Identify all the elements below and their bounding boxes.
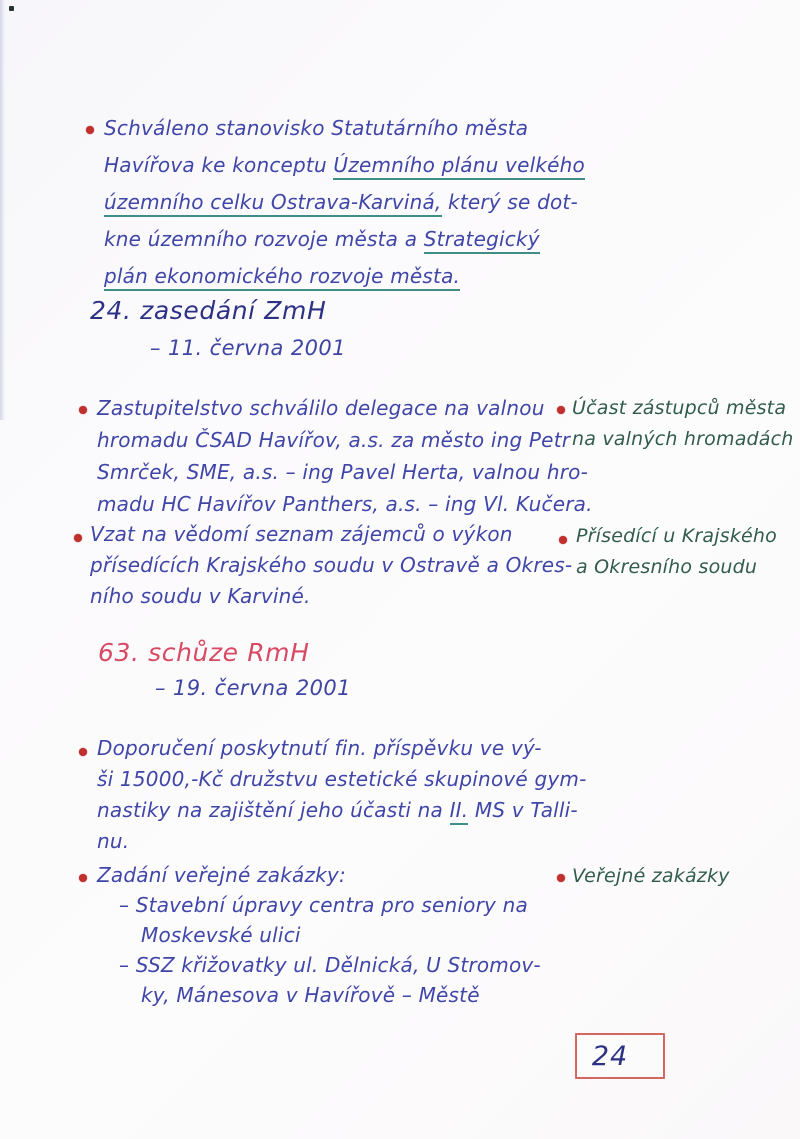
handwritten-line: madu HC Havířov Panthers, a.s. – ing Vl. Kučera. — [97, 492, 593, 516]
bullet-dot — [79, 874, 87, 882]
bullet-dot — [86, 126, 94, 134]
handwritten-line: Zadání veřejné zakázky: — [97, 863, 346, 887]
bullet-dot — [74, 534, 82, 542]
handwritten-line: hromadu ČSAD Havířov, a.s. za město ing Petr — [97, 428, 571, 452]
section-date-rm63: – 19. června 2001 — [155, 676, 351, 700]
handwritten-line: přísedících Krajského soudu v Ostravě a Okres- — [90, 553, 573, 577]
handwritten-line: ši 15000,-Kč družstvu estetické skupinové gym- — [97, 767, 587, 791]
margin-note-zakazky — [572, 861, 730, 892]
bullet-dot — [557, 874, 565, 882]
bullet-dot — [559, 536, 567, 544]
paragraph-uzemni-plan — [104, 110, 585, 295]
handwritten-line: – SSZ křižovatky ul. Dělnická, U Stromov- — [119, 953, 541, 977]
page-number: 24 — [591, 1040, 629, 1072]
handwritten-line: ky, Mánesova v Havířově – Městě — [141, 983, 480, 1007]
bullet-dot — [557, 406, 565, 414]
handwritten-line: a Okresního soudu — [576, 556, 758, 578]
handwritten-line: Přísedící u Krajského — [576, 525, 777, 547]
handwritten-line: Smrček, SME, a.s. – ing Pavel Herta, valnou hro- — [97, 460, 588, 484]
handwritten-line: kne územního rozvoje města a Strategický — [104, 221, 585, 258]
page-number-box — [575, 1033, 665, 1079]
paragraph-verejne-zakazky — [97, 860, 541, 1010]
handwritten-line: nu. — [97, 829, 130, 853]
scan-speck — [9, 6, 14, 11]
handwritten-line: Moskevské ulici — [141, 923, 301, 947]
paragraph-prispevek-gymnastika — [97, 733, 587, 857]
handwritten-line: Havířova ke konceptu Územního plánu velkého — [104, 147, 585, 184]
handwritten-line: – Stavební úpravy centra pro seniory na — [119, 893, 528, 917]
handwritten-line: územního celku Ostrava-Karviná, který se dot- — [104, 184, 585, 221]
handwritten-line: Schváleno stanovisko Statutárního města — [104, 116, 529, 140]
handwritten-line: plán ekonomického rozvoje města. — [104, 258, 585, 295]
handwritten-line: Zastupitelstvo schválilo delegace na valnou — [97, 396, 545, 420]
bullet-dot — [79, 748, 87, 756]
handwritten-line: Doporučení poskytnutí fin. příspěvku ve vý- — [97, 736, 542, 760]
margin-note-prisedici — [576, 521, 777, 583]
section-heading-zm24: 24. zasedání ZmH — [90, 296, 327, 325]
handwritten-line: Veřejné zakázky — [572, 865, 730, 887]
handwritten-line: Účast zástupců města — [572, 397, 787, 419]
paragraph-prisedici — [90, 519, 572, 612]
scan-edge-shadow — [0, 0, 5, 420]
bullet-dot — [79, 406, 87, 414]
handwritten-line: nastiky na zajištění jeho účasti na II. MS v Talli- — [97, 795, 587, 826]
handwritten-line: ního soudu v Karviné. — [90, 584, 311, 608]
paragraph-delegace — [97, 392, 593, 520]
handwritten-line: na valných hromadách — [572, 428, 794, 450]
handwritten-line: Vzat na vědomí seznam zájemců o výkon — [90, 522, 513, 546]
section-date-zm24: – 11. června 2001 — [150, 336, 346, 360]
margin-note-valne-hromady — [572, 393, 794, 455]
section-heading-rm63: 63. schůze RmH — [98, 638, 310, 667]
